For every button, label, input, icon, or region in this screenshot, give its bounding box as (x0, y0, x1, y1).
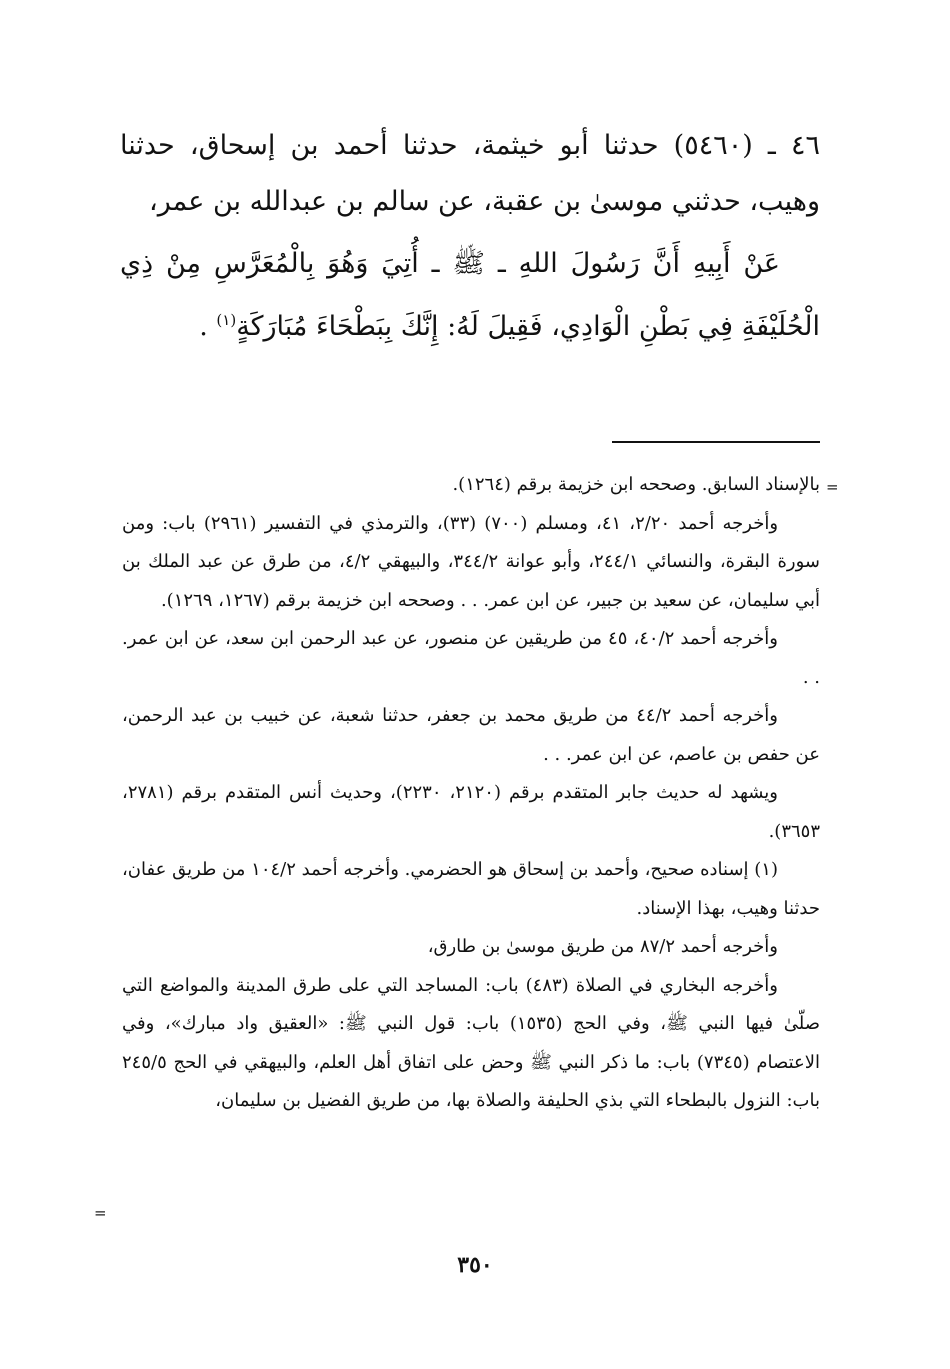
footnote-paragraph: ويشهد له حديث جابر المتقدم برقم (٢١٢٠، ٢٢٣٠)، وحديث أنس المتقدم برقم (٢٧٨١، ٣٦٥٣). (122, 782, 820, 842)
hadith-text (120, 118, 820, 355)
footnote-separator (612, 441, 820, 443)
footnote-paragraph: وأخرجه أحمد ٢/٢٠، ٤١، ومسلم (٧٠٠) (٣٣)، والترمذي في التفسير (٢٩٦١) باب: ومن سورة البقرة، والنسائي ٢٤٤/١، وأبو عوانة ٣٤٤/٢، والبيهقي ٤/٢، من طرق عن عبد الملك بن أبي سليمان، عن سعيد بن جبير، عن ابن عمر. . . وصححه ابن خزيمة برقم (١٢٦٧، ١٢٦٩). (122, 512, 820, 611)
hadith-matn (120, 236, 820, 355)
footnote-paragraph: وأخرجه البخاري في الصلاة (٤٨٣) باب: المساجد التي على طرق المدينة والمواضع التي صلّىٰ فيها النبي ﷺ، وفي الحج (١٥٣٥) باب: قول النبي ﷺ: «العقيق واد مبارك»، وفي الاعتصام (٧٣٤٥) باب: ما ذكر النبي ﷺ وحض على اتفاق أهل العلم، والبيهقي في الحج ٢٤٥/٥ باب: النزول بالبطحاء التي بذي الحليفة والصلاة بها، من طريق الفضيل بن سليمان، (122, 974, 821, 1111)
footnote-paragraph: (١) إسناده صحيح، وأحمد بن إسحاق هو الحضرمي. وأخرجه أحمد ١٠٤/٢ من طريق عفان، حدثنا وهيب، بهذا الإسناد. (122, 859, 820, 919)
footnote-paragraph: وأخرجه أحمد ٨٧/٢ من طريق موسىٰ بن طارق، (427, 936, 778, 957)
hadith-matn-text: عَنْ أَبِيهِ أَنَّ رَسُولَ اللهِ ـ ﷺ ـ أُتِيَ وَهُوَ بِالْمُعَرَّسِ مِنْ ذِي الْحُلَيْفَةِ فِي بَطْنِ الْوَادِي، فَقِيلَ لَهُ: إِنَّكَ بِبَطْحَاءَ مُبَارَكَةٍ (120, 248, 820, 342)
footnote-paragraph: وأخرجه أحمد ٤٤/٢ من طريق محمد بن جعفر، حدثنا شعبة، عن خبيب بن عبد الرحمن، عن حفص بن عاصم، عن ابن عمر. . . (122, 705, 820, 765)
footnotes (122, 466, 820, 1121)
continuation-marker-bottom: = (94, 1204, 107, 1222)
continuation-marker-top: = (826, 478, 839, 496)
footnote-paragraph: بالإسناد السابق. وصححه ابن خزيمة برقم (١٢٦٤). (452, 474, 820, 495)
footnote-paragraph: وأخرجه أحمد ٤٠/٢، ٤٥ من طريقين عن منصور، عن عبد الرحمن ابن سعد، عن ابن عمر. . . (122, 628, 820, 688)
footnote-reference: (١) (216, 311, 237, 329)
hadith-end-mark: . (199, 311, 217, 342)
hadith-isnad: ٤٦ ـ (٥٤٦٠) حدثنا أبو خيثمة، حدثنا أحمد بن إسحاق، حدثنا وهيب، حدثني موسىٰ بن عقبة، عن سالم بن عبدالله بن عمر، (120, 130, 821, 217)
page-number: ٣٥٠ (457, 1252, 493, 1278)
